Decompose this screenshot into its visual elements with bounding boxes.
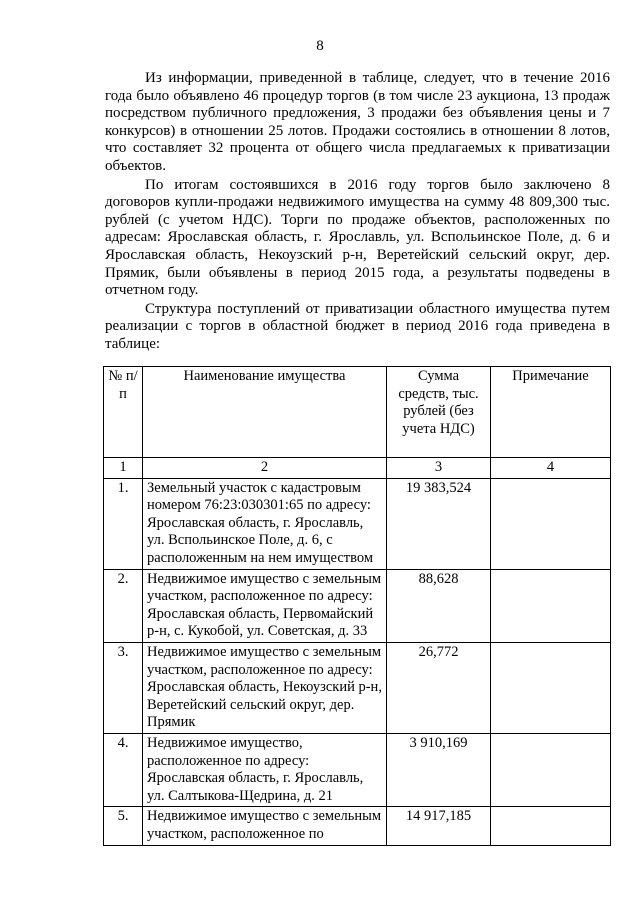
property-name: Недвижимое имущество с земельным участком, расположенное по: [143, 807, 387, 846]
column-number: 2: [143, 458, 387, 479]
header-number: № п/п: [104, 367, 143, 458]
property-name: Недвижимое имущество с земельным участком, расположенное по адресу: Ярославская область, Некоузский р-н, Веретейский сельский округ, дер. Прямик: [143, 642, 387, 733]
table-header-row: [104, 367, 611, 458]
header-note: Примечание: [491, 367, 611, 458]
property-note: [491, 642, 611, 733]
column-number: 3: [387, 458, 491, 479]
property-note: [491, 478, 611, 569]
header-name: Наименование имущества: [143, 367, 387, 458]
row-number: 3.: [104, 642, 143, 733]
property-sum: 88,628: [387, 569, 491, 642]
privatization-table: [103, 366, 611, 846]
table-row: [104, 807, 611, 846]
property-name: Земельный участок с кадастровым номером 76:23:030301:65 по адресу: Ярославская область, г. Ярославль, ул. Вспольинское Поле, д. 6, с расположенным на нем имуществом: [143, 478, 387, 569]
property-name: Недвижимое имущество с земельным участком, расположенное по адресу: Ярославская область, Первомайский р-н, с. Кукобой, ул. Советская, д. 33: [143, 569, 387, 642]
page-number: 8: [316, 38, 324, 54]
property-note: [491, 807, 611, 846]
row-number: 2.: [104, 569, 143, 642]
row-number: 4.: [104, 733, 143, 806]
row-number: 5.: [104, 807, 143, 846]
table-row: [104, 642, 611, 733]
paragraph-2: По итогам состоявшихся в 2016 году торгов было заключено 8 договоров купли-продажи недвижимого имущества на сумму 48 809,300 тыс. рублей (с учетом НДС). Торги по продаже объектов, расположенных по адресам: Ярославская область, г. Ярославль, ул. Вспольинское Поле, д. 6 и Ярославская область, Некоузский р-н, Веретейский сельский округ, дер. Прямик, были объявлены в период 2015 года, а результаты подведены в отчетном году.: [105, 176, 610, 299]
property-note: [491, 733, 611, 806]
property-sum: 3 910,169: [387, 733, 491, 806]
body-text: [105, 70, 610, 354]
property-name: Недвижимое имущество, расположенное по адресу: Ярославская область, г. Ярославль, ул. Салтыкова-Щедрина, д. 21: [143, 733, 387, 806]
paragraph-3: Структура поступлений от приватизации областного имущества путем реализации с торгов в областной бюджет в период 2016 года приведена в таблице:: [105, 300, 610, 352]
property-sum: 19 383,524: [387, 478, 491, 569]
table-row: [104, 478, 611, 569]
header-sum: Сумма средств, тыс. рублей (без учета НДС): [387, 367, 491, 458]
table-row: [104, 733, 611, 806]
property-sum: 26,772: [387, 642, 491, 733]
column-number: 1: [104, 458, 143, 479]
paragraph-1: Из информации, приведенной в таблице, следует, что в течение 2016 года было объявлено 46 процедур торгов (в том числе 23 аукциона, 13 продаж посредством публичного предложения, 3 продажи без объявления цены и 7 конкурсов) в отношении 25 лотов. Продажи состоялись в отношении 8 лотов, что составляет 32 процента от общего числа предлагаемых к приватизации объектов.: [105, 70, 610, 174]
column-number-row: [104, 458, 611, 479]
property-note: [491, 569, 611, 642]
column-number: 4: [491, 458, 611, 479]
property-sum: 14 917,185: [387, 807, 491, 846]
table-row: [104, 569, 611, 642]
row-number: 1.: [104, 478, 143, 569]
